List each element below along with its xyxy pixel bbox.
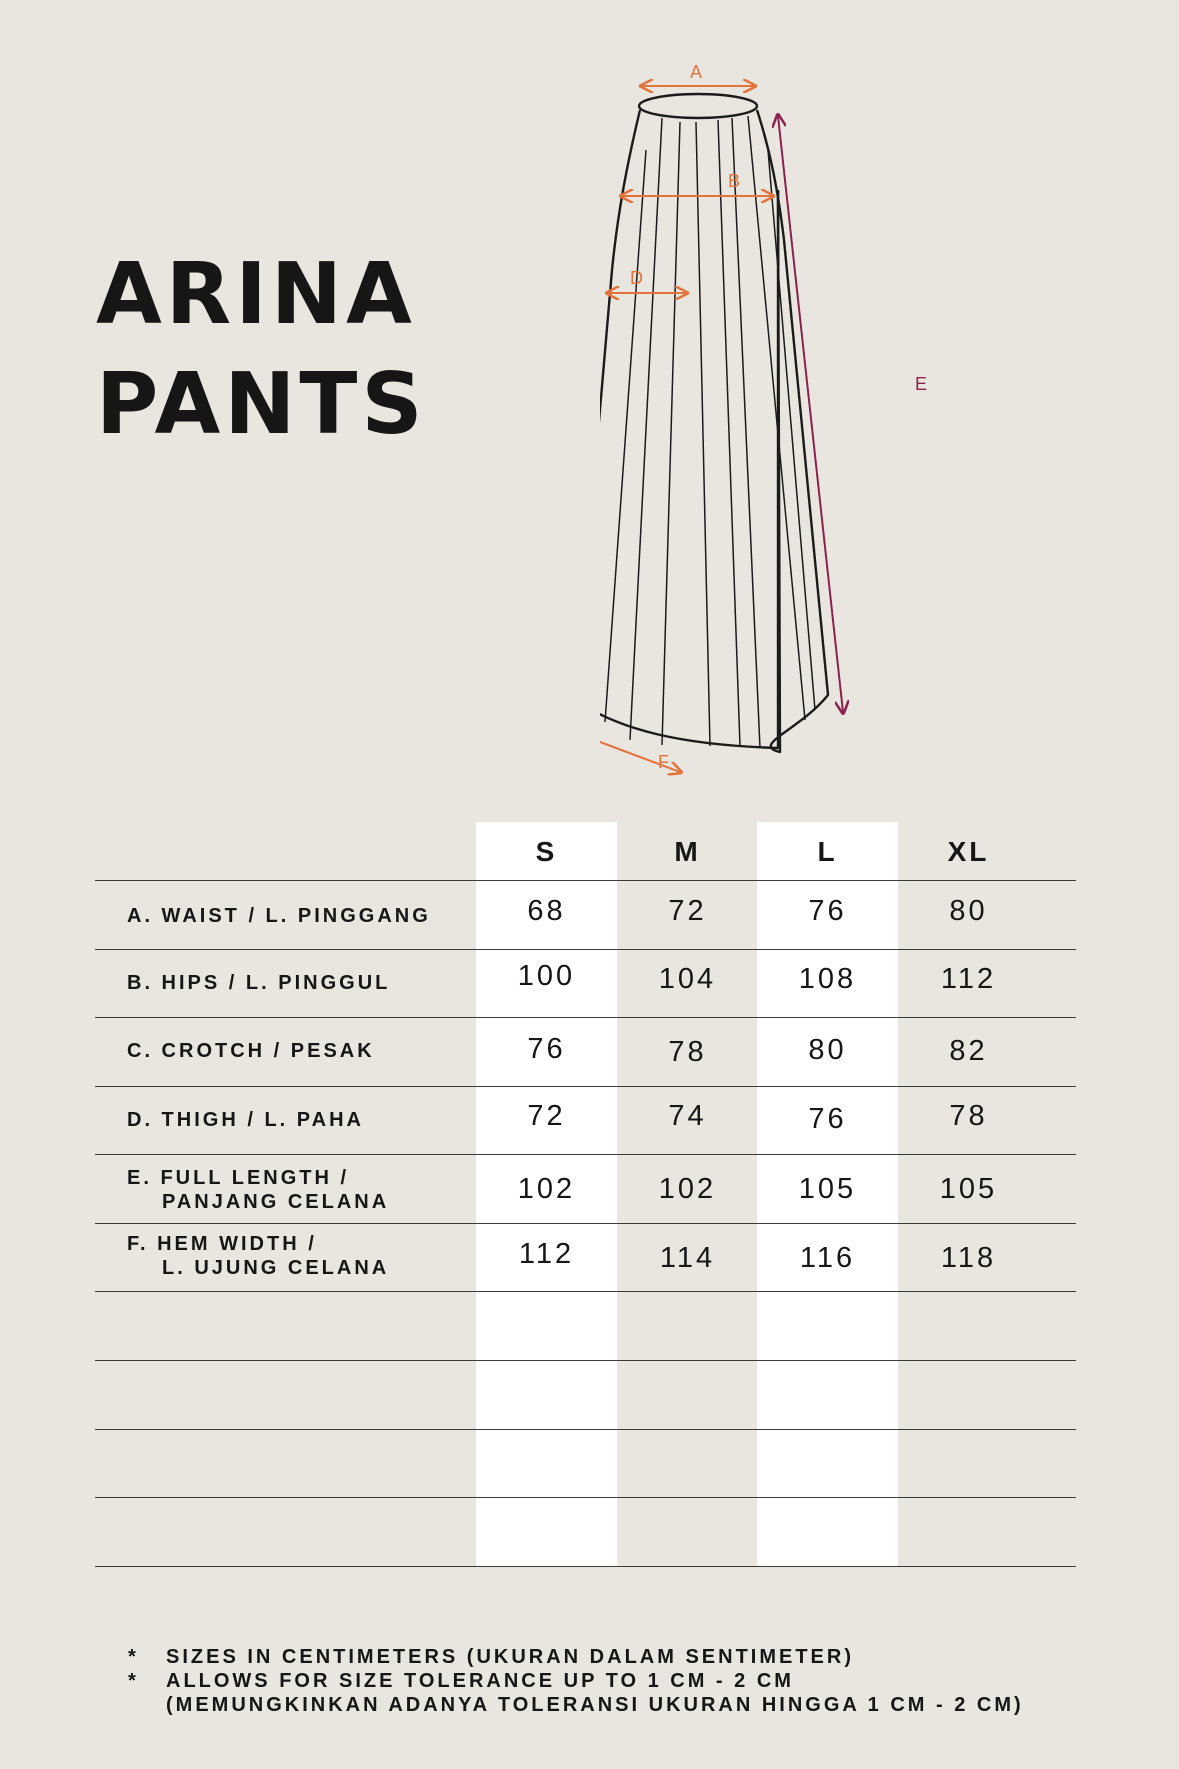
note-bullet: * xyxy=(128,1646,139,1668)
label-d: D xyxy=(630,268,643,288)
table-cell: 80 xyxy=(808,1034,847,1066)
title-line-2: PANTS xyxy=(96,355,427,454)
waistband xyxy=(639,94,757,118)
size-notes xyxy=(128,1645,1024,1717)
title-line-1: ARINA xyxy=(96,245,416,344)
table-cell: 74 xyxy=(668,1100,707,1132)
note-bullet: * xyxy=(128,1670,139,1692)
table-cell: 114 xyxy=(659,1242,716,1274)
table-cell: 76 xyxy=(527,1033,566,1065)
page-title xyxy=(96,240,427,460)
table-cell: 72 xyxy=(668,895,707,927)
pleat-line xyxy=(748,116,805,720)
table-divider xyxy=(95,1086,1076,1087)
table-cell: 68 xyxy=(527,895,566,927)
table-cell: 78 xyxy=(668,1036,707,1068)
table-cell: 116 xyxy=(799,1242,856,1274)
pleat-line xyxy=(696,122,710,746)
row-label-waist: A. WAIST / L. PINGGANG xyxy=(127,905,431,927)
table-cell: 100 xyxy=(517,960,576,992)
pleat-line xyxy=(605,150,646,722)
row-label-hips: B. HIPS / L. PINGGUL xyxy=(127,972,391,994)
pleat-line xyxy=(662,122,680,745)
row-label-crotch: C. CROTCH / PESAK xyxy=(127,1040,375,1062)
label-f: F xyxy=(658,752,669,772)
pleat-line xyxy=(630,118,662,740)
row-label-full-length: E. FULL LENGTH / PANJANG CELANA xyxy=(127,1167,390,1213)
note-tolerance: ALLOWS FOR SIZE TOLERANCE UP TO 1 CM - 2 CM xyxy=(166,1670,794,1692)
table-divider xyxy=(95,1291,1076,1292)
note-tolerance-translation: (MEMUNGKINKAN ADANYA TOLERANSI UKURAN HINGGA 1 CM - 2 CM) xyxy=(166,1694,1024,1716)
table-divider xyxy=(95,1154,1076,1155)
table-cell: 76 xyxy=(808,895,847,927)
table-divider xyxy=(95,1360,1076,1361)
label-b: B xyxy=(728,171,741,191)
table-cell: 78 xyxy=(949,1100,988,1132)
label-a: A xyxy=(690,62,703,82)
table-cell: 105 xyxy=(939,1173,998,1205)
table-cell: 72 xyxy=(527,1100,566,1132)
table-divider xyxy=(95,1566,1076,1567)
table-divider xyxy=(95,1223,1076,1224)
size-header-l: L xyxy=(817,836,838,867)
table-cell: 82 xyxy=(949,1035,988,1067)
table-divider xyxy=(95,1429,1076,1430)
size-header-xl: XL xyxy=(947,836,990,867)
label-e: E xyxy=(915,374,928,394)
size-header-s: S xyxy=(535,836,558,867)
pants-diagram xyxy=(600,40,980,780)
right-leg-outline xyxy=(757,110,828,752)
note-units: SIZES IN CENTIMETERS (UKURAN DALAM SENTIMETER) xyxy=(166,1646,854,1668)
table-cell: 102 xyxy=(658,1173,717,1205)
measure-e-arrow xyxy=(778,116,843,712)
table-cell: 118 xyxy=(940,1242,997,1274)
table-divider xyxy=(95,1497,1076,1498)
table-cell: 102 xyxy=(517,1173,576,1205)
table-cell: 104 xyxy=(658,963,717,995)
table-cell: 105 xyxy=(798,1173,857,1205)
table-divider xyxy=(95,880,1076,881)
table-cell: 108 xyxy=(798,963,857,995)
table-cell: 112 xyxy=(518,1238,575,1270)
row-label-thigh: D. THIGH / L. PAHA xyxy=(127,1109,364,1131)
row-label-hem-width: F. HEM WIDTH / L. UJUNG CELANA xyxy=(127,1233,390,1279)
table-cell: 112 xyxy=(940,963,997,995)
table-cell: 76 xyxy=(808,1103,847,1135)
size-header-m: M xyxy=(674,836,701,867)
table-divider xyxy=(95,1017,1076,1018)
table-divider xyxy=(95,949,1076,950)
table-cell: 80 xyxy=(949,895,988,927)
